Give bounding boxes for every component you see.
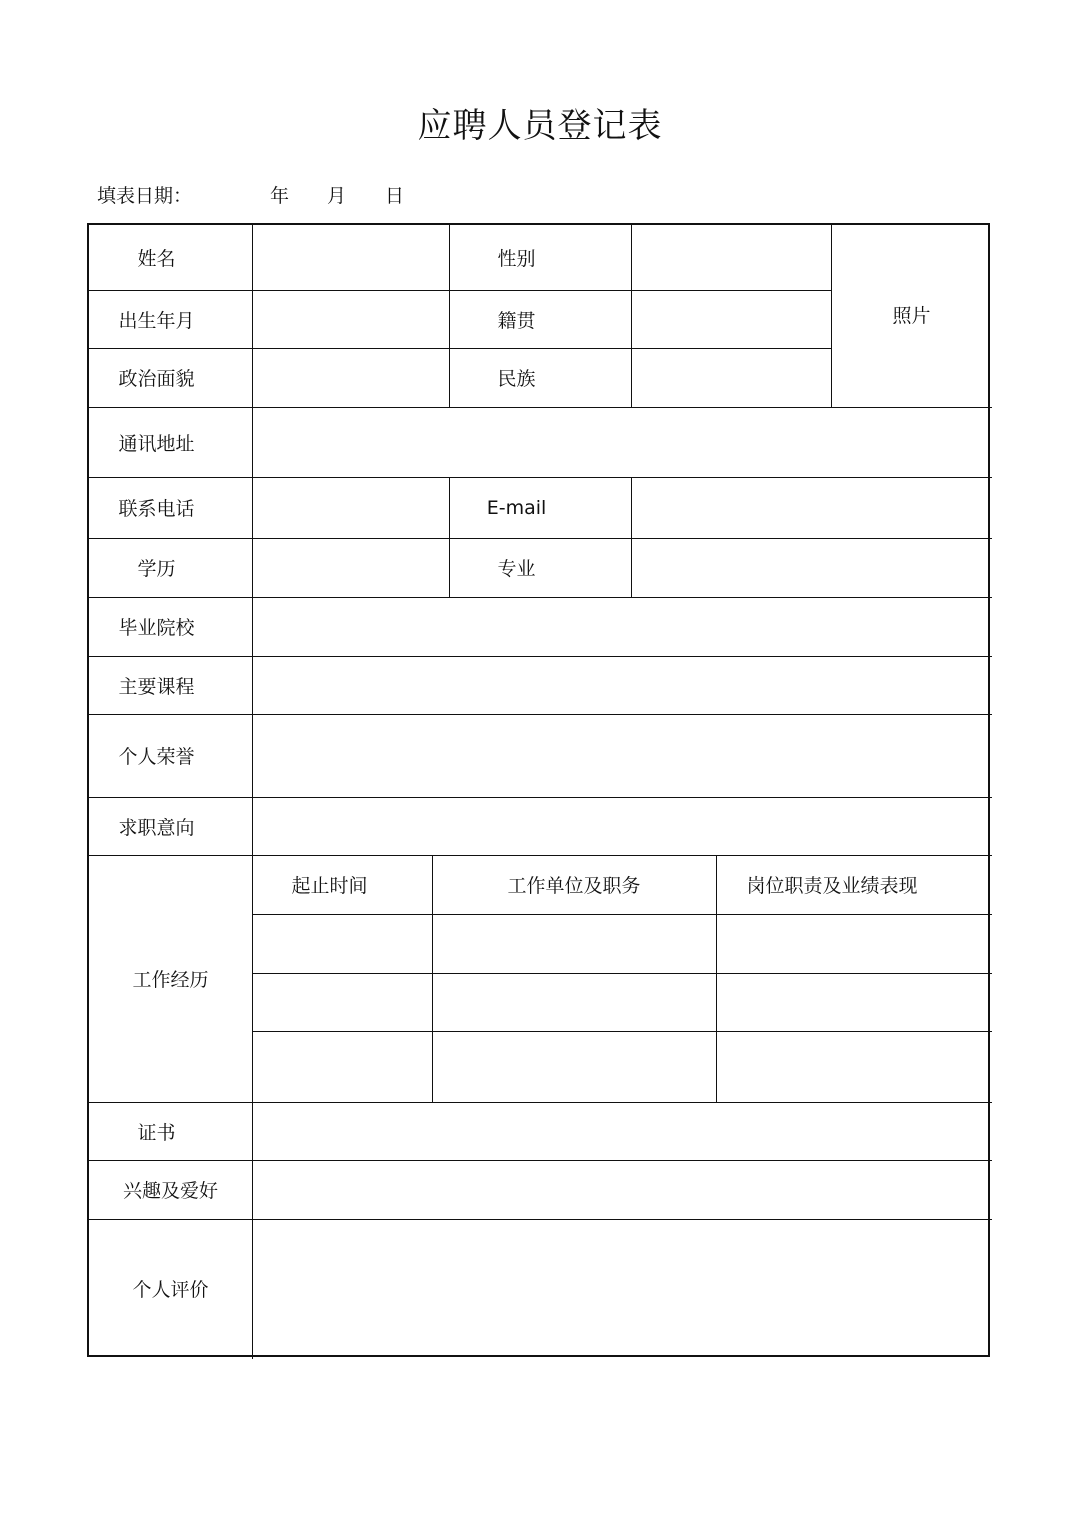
email-field[interactable]: [632, 478, 992, 538]
name-label: 姓名: [137, 248, 176, 270]
work-period-cell[interactable]: [253, 1032, 432, 1102]
work-company-cell[interactable]: [433, 915, 716, 973]
gender-field[interactable]: [632, 226, 831, 290]
work-period-cell[interactable]: [253, 974, 432, 1031]
hobbies-label: 兴趣及爱好: [122, 1180, 218, 1202]
native-place-label: 籍贯: [497, 309, 536, 332]
honors-label: 个人荣誉: [118, 746, 195, 768]
work-period-header: 起止时间: [291, 875, 368, 897]
work-period-cell[interactable]: [253, 915, 432, 973]
certificates-field[interactable]: [253, 1103, 992, 1160]
major-field[interactable]: [632, 539, 992, 597]
education-label: 学历: [137, 558, 176, 580]
date-year-label: 年: [270, 185, 290, 207]
birth-field[interactable]: [253, 291, 449, 348]
photo-label: 照片: [892, 304, 931, 327]
date-month-label: 月: [327, 185, 347, 207]
gender-label: 性别: [497, 248, 536, 270]
birth-label: 出生年月: [118, 309, 195, 332]
work-duties-header: 岗位职责及业绩表现: [746, 875, 918, 897]
courses-label: 主要课程: [118, 675, 195, 698]
address-label: 通讯地址: [118, 432, 195, 455]
work-history-label: 工作经历: [132, 969, 209, 991]
phone-label: 联系电话: [118, 498, 195, 520]
work-company-header: 工作单位及职务: [507, 875, 641, 897]
name-field[interactable]: [253, 226, 449, 290]
date-day-label: 日: [385, 185, 405, 207]
ethnicity-field[interactable]: [632, 349, 831, 407]
native-place-field[interactable]: [632, 291, 831, 348]
political-label: 政治面貌: [118, 368, 195, 390]
ethnicity-label: 民族: [497, 368, 536, 390]
phone-field[interactable]: [253, 478, 449, 538]
courses-field[interactable]: [253, 657, 992, 714]
self-evaluation-label: 个人评价: [132, 1278, 209, 1301]
education-field[interactable]: [253, 539, 449, 597]
school-field[interactable]: [253, 598, 992, 656]
work-duties-cell[interactable]: [717, 1032, 992, 1102]
registration-form: [87, 223, 990, 1357]
major-label: 专业: [497, 558, 536, 580]
political-field[interactable]: [253, 349, 449, 407]
fill-date-row: [97, 181, 497, 207]
page-title: 应聘人员登记表: [417, 106, 663, 146]
school-label: 毕业院校: [118, 617, 195, 639]
intention-label: 求职意向: [118, 816, 195, 839]
hobbies-field[interactable]: [253, 1161, 992, 1219]
work-company-cell[interactable]: [433, 974, 716, 1031]
fill-date-label: 填表日期：: [97, 185, 193, 207]
intention-field[interactable]: [253, 798, 992, 855]
work-duties-cell[interactable]: [717, 915, 992, 973]
work-duties-cell[interactable]: [717, 974, 992, 1031]
email-label: E-mail: [486, 496, 547, 519]
self-evaluation-field[interactable]: [253, 1220, 992, 1357]
address-field[interactable]: [253, 408, 992, 477]
honors-field[interactable]: [253, 715, 992, 797]
work-company-cell[interactable]: [433, 1032, 716, 1102]
certificates-label: 证书: [137, 1121, 176, 1144]
